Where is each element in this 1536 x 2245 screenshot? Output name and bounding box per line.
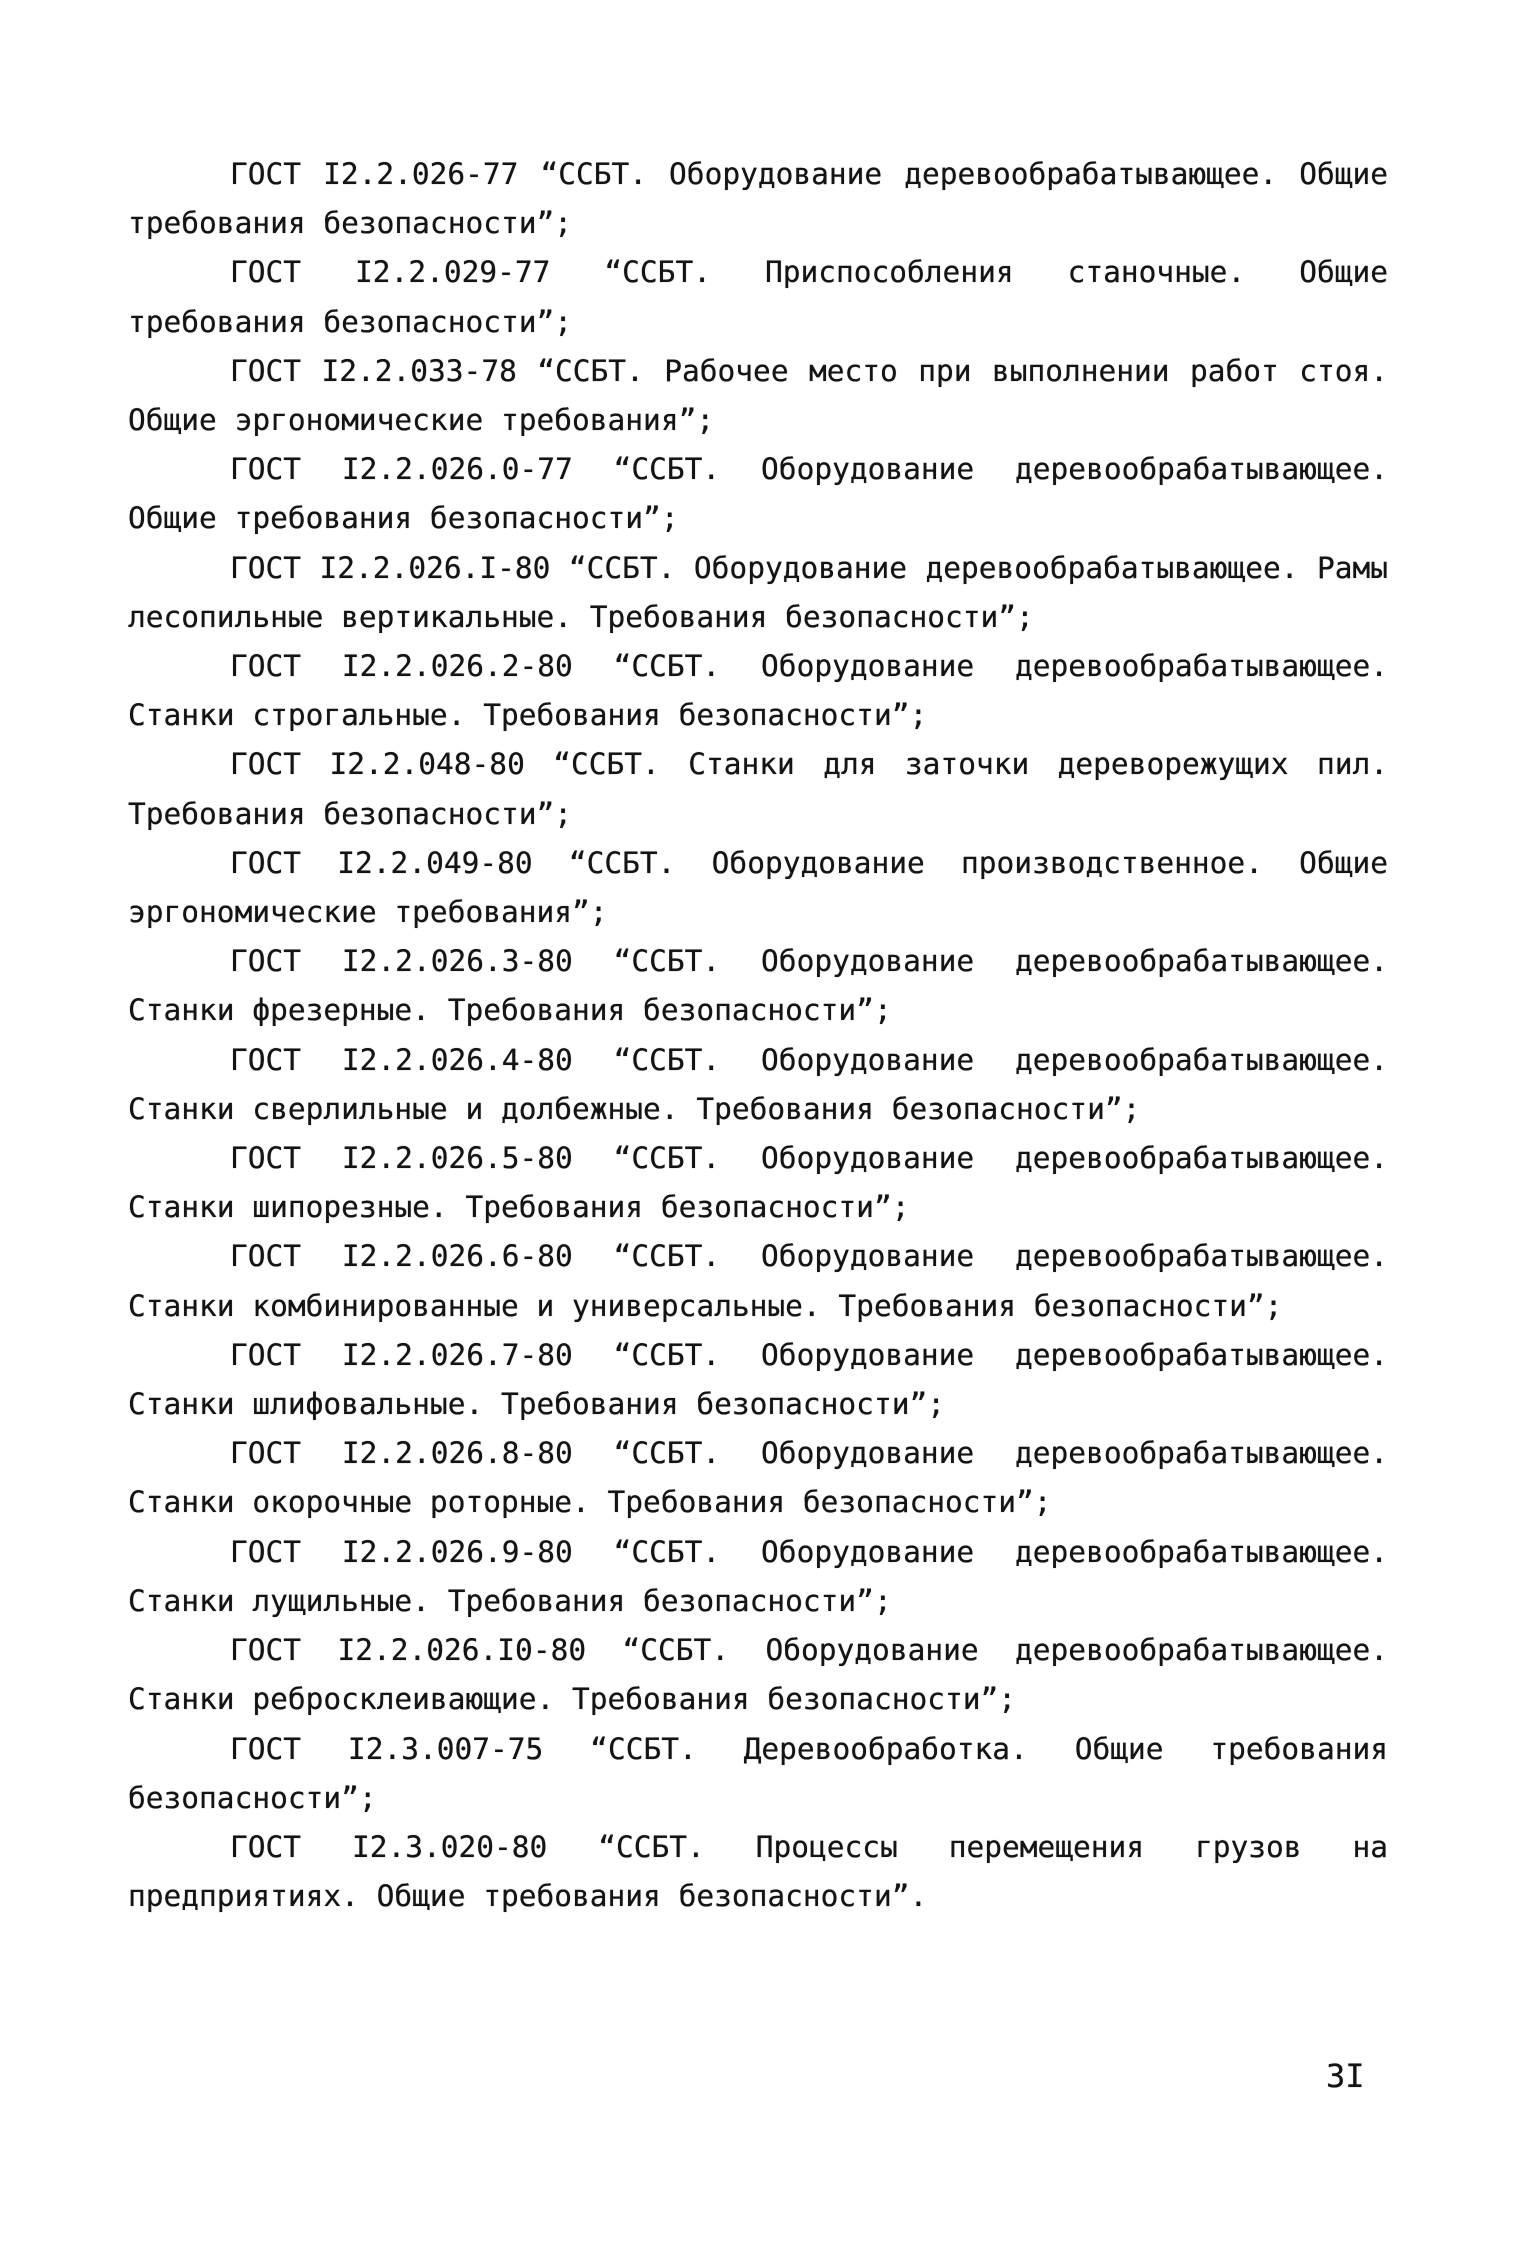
- standard-entry: ГОСТ I2.2.026.7-80 “ССБТ. Оборудование деревообрабатывающее. Станки шлифовальные. Требования безопасности”;: [128, 1337, 1388, 1422]
- standard-entry: ГОСТ I2.2.026.2-80 “ССБТ. Оборудование деревообрабатывающее. Станки строгальные. Требования безопасности”;: [128, 649, 1388, 733]
- page-number: 3I: [1326, 2057, 1365, 2095]
- standard-entry: ГОСТ I2.2.026.0-77 “ССБТ. Оборудование деревообрабатывающее. Общие требования безопасности”;: [128, 452, 1388, 536]
- standard-entry: ГОСТ I2.2.048-80 “ССБТ. Станки для заточки дереворежущих пил. Требования безопасности”;: [128, 747, 1388, 831]
- standards-list: [128, 150, 1388, 1921]
- standard-entry: ГОСТ I2.2.033-78 “ССБТ. Рабочее место при выполнении работ стоя. Общие эргономические требования”;: [128, 353, 1388, 438]
- standard-entry: ГОСТ I2.2.026.9-80 “ССБТ. Оборудование деревообрабатывающее. Станки лущильные. Требования безопасности”;: [128, 1534, 1388, 1618]
- standard-entry: ГОСТ I2.2.026.3-80 “ССБТ. Оборудование деревообрабатывающее. Станки фрезерные. Требования безопасности”;: [128, 944, 1388, 1028]
- standard-entry: ГОСТ I2.2.026.5-80 “ССБТ. Оборудование деревообрабатывающее. Станки шипорезные. Требования безопасности”;: [128, 1141, 1388, 1225]
- standard-entry: ГОСТ I2.2.026-77 “ССБТ. Оборудование деревообрабатывающее. Общие требования безопасности”;: [128, 157, 1388, 241]
- standard-entry: ГОСТ I2.2.049-80 “ССБТ. Оборудование производственное. Общие эргономические требования”;: [128, 845, 1388, 930]
- standard-entry: ГОСТ I2.2.026.I-80 “ССБТ. Оборудование деревообрабатывающее. Рамы лесопильные вертикальные. Требования безопасности”;: [128, 550, 1388, 634]
- standard-entry: ГОСТ I2.2.026.4-80 “ССБТ. Оборудование деревообрабатывающее. Станки сверлильные и долбежные. Требования безопасности”;: [128, 1042, 1388, 1126]
- standard-entry: ГОСТ I2.2.026.I0-80 “ССБТ. Оборудование деревообрабатывающее. Станки ребросклеивающие. Требования безопасности”;: [128, 1633, 1388, 1717]
- standard-entry: ГОСТ I2.3.020-80 “ССБТ. Процессы перемещения грузов на предприятиях. Общие требования безопасности”.: [128, 1829, 1388, 1914]
- standard-entry: ГОСТ I2.2.026.8-80 “ССБТ. Оборудование деревообрабатывающее. Станки окорочные роторные. Требования безопасности”;: [128, 1436, 1388, 1520]
- standard-entry: ГОСТ I2.2.026.6-80 “ССБТ. Оборудование деревообрабатывающее. Станки комбинированные и универсальные. Требования безопасности”;: [128, 1239, 1388, 1323]
- standard-entry: ГОСТ I2.2.029-77 “ССБТ. Приспособления станочные. Общие требования безопасности”;: [128, 255, 1388, 339]
- standard-entry: ГОСТ I2.3.007-75 “ССБТ. Деревообработка. Общие требования безопасности”;: [128, 1731, 1388, 1815]
